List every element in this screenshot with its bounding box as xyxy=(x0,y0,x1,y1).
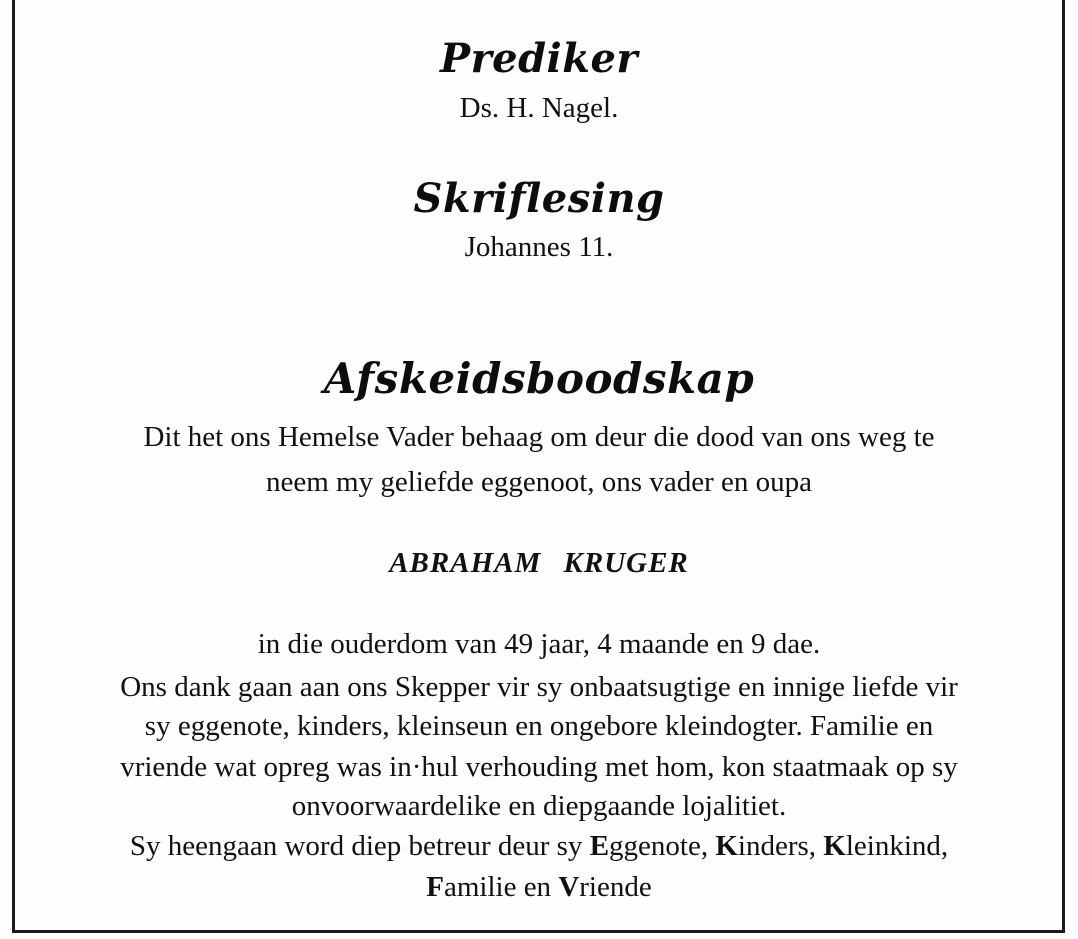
mourned-text: ggenote, xyxy=(609,830,716,862)
deceased-name: ABRAHAM KRUGER xyxy=(389,547,689,579)
skriflesing-reference: Johannes 11. xyxy=(464,231,614,263)
skriflesing-heading: Skriflesing xyxy=(413,175,665,222)
thanks-line-4: onvoorwaardelike en diepgaande lojalitiet. xyxy=(291,790,787,822)
mourned-text: amilie en xyxy=(443,871,559,903)
initial-familie: F xyxy=(426,871,444,903)
page-border-bottom xyxy=(12,930,1065,933)
afskeidsboodskap-heading: Afskeidsboodskap xyxy=(323,354,755,403)
mourned-text: inders, xyxy=(737,830,824,862)
thanks-line-3: vriende wat opreg was in·hul verhouding met hom, kon staatmaak op sy xyxy=(120,751,958,783)
prediker-name: Ds. H. Nagel. xyxy=(459,92,619,124)
age-line: in die ouderdom van 49 jaar, 4 maande en 9 dae. xyxy=(257,628,821,660)
mourned-text: Sy heengaan word diep betreur deur sy xyxy=(129,830,590,862)
mourned-text: leinkind, xyxy=(845,830,949,862)
mourned-text: riende xyxy=(579,871,652,903)
initial-eggenote: E xyxy=(589,830,610,862)
intro-line-1: Dit het ons Hemelse Vader behaag om deur die dood van ons weg te xyxy=(143,421,935,453)
initial-kinders: K xyxy=(715,830,738,862)
initial-kleinkind: K xyxy=(823,830,846,862)
thanks-line-2: sy eggenote, kinders, kleinseun en ongebore kleindogter. Familie en xyxy=(144,710,934,742)
initial-vriende: V xyxy=(558,871,580,903)
thanks-line-1: Ons dank gaan aan ons Skepper vir sy onbaatsugtige en innige liefde vir xyxy=(120,671,958,703)
intro-line-2: neem my geliefde eggenoot, ons vader en oupa xyxy=(266,466,812,498)
mourned-line-2 xyxy=(0,870,1078,904)
prediker-heading: Prediker xyxy=(439,35,638,82)
mourned-line-1 xyxy=(0,829,1078,863)
